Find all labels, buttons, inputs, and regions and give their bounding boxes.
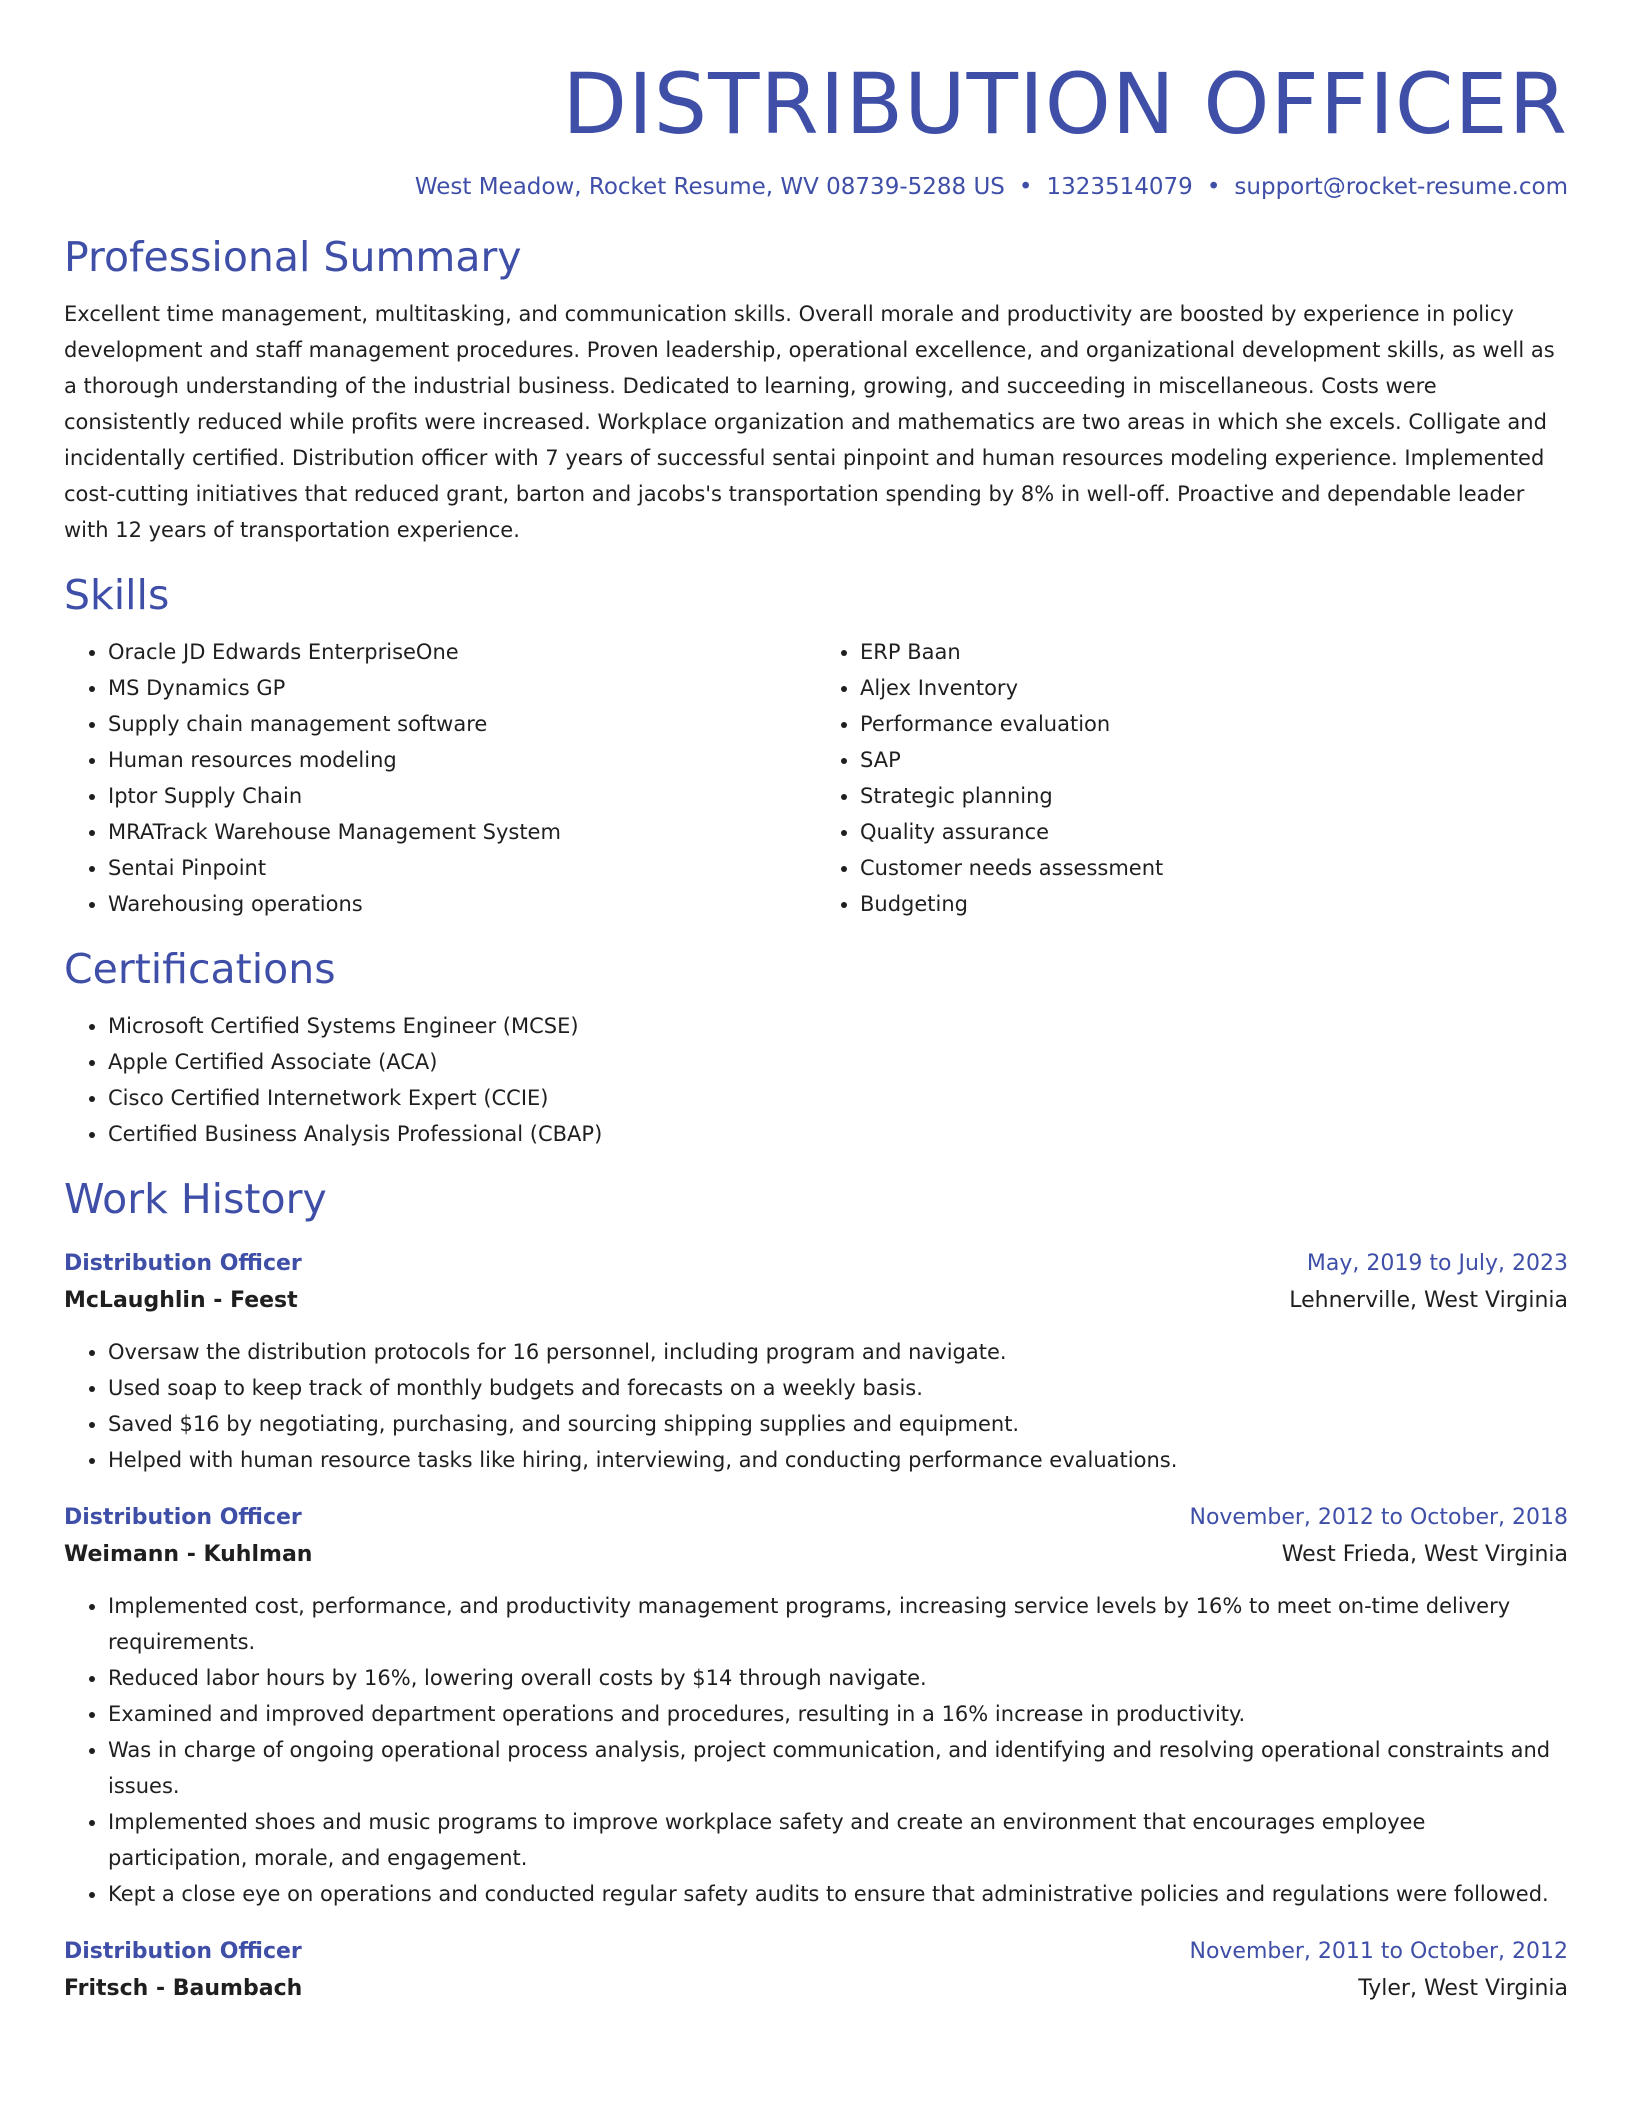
skill-item: • Customer needs assessment xyxy=(860,850,1568,886)
job-title: Distribution Officer xyxy=(64,1939,302,1964)
contact-separator: • xyxy=(1206,174,1221,200)
skill-item: • ERP Baan xyxy=(860,634,1568,670)
certification-item: • Cisco Certified Internetwork Expert (CCIE) xyxy=(108,1080,1568,1116)
job-company-row xyxy=(64,1536,1568,1574)
skill-item: • Strategic planning xyxy=(860,778,1568,814)
job-company-row xyxy=(64,1282,1568,1320)
skills-section xyxy=(64,570,1568,922)
work-history-heading: Work History xyxy=(64,1175,327,1223)
contact-separator: • xyxy=(1018,174,1033,200)
job-bullet: • Helped with human resource tasks like hiring, interviewing, and conducting performance evaluations. xyxy=(108,1442,1568,1478)
job-bullet: • Was in charge of ongoing operational process analysis, project communication, and identifying and resolving operational constraints and issues. xyxy=(108,1732,1568,1804)
job-dates: November, 2011 to October, 2012 xyxy=(1189,1939,1568,1964)
contact-email[interactable]: support@rocket-resume.com xyxy=(1234,174,1568,200)
certifications-list xyxy=(64,1008,1568,1152)
resume-title: DISTRIBUTION OFFICER xyxy=(562,55,1568,153)
job-company: McLaughlin - Feest xyxy=(64,1288,298,1313)
job-dates: November, 2012 to October, 2018 xyxy=(1189,1505,1568,1530)
skill-item: • Warehousing operations xyxy=(108,886,816,922)
skill-item: • Supply chain management software xyxy=(108,706,816,742)
skills-list-left xyxy=(64,634,816,922)
job-bullet: • Saved $16 by negotiating, purchasing, and sourcing shipping supplies and equipment. xyxy=(108,1406,1568,1442)
certifications-heading: Certifications xyxy=(64,945,336,993)
skill-item: • Iptor Supply Chain xyxy=(108,778,816,814)
job-bullet: • Examined and improved department operations and procedures, resulting in a 16% increase in productivity. xyxy=(108,1696,1568,1732)
work-history-section xyxy=(64,1174,1568,2008)
job-company: Fritsch - Baumbach xyxy=(64,1976,303,2001)
job-company: Weimann - Kuhlman xyxy=(64,1542,313,1567)
skill-item: • Oracle JD Edwards EnterpriseOne xyxy=(108,634,816,670)
job-bullet: • Kept a close eye on operations and conducted regular safety audits to ensure that administrative policies and regulations were followed. xyxy=(108,1876,1568,1912)
job-entry xyxy=(64,1500,1568,1912)
job-title-row xyxy=(64,1934,1568,1970)
skill-item: • SAP xyxy=(860,742,1568,778)
certifications-section xyxy=(64,944,1568,1152)
job-title-row xyxy=(64,1246,1568,1282)
skill-item: • Aljex Inventory xyxy=(860,670,1568,706)
contact-address: West Meadow, Rocket Resume, WV 08739-5288 US xyxy=(414,174,1005,200)
job-bullet: • Oversaw the distribution protocols for 16 personnel, including program and navigate. xyxy=(108,1334,1568,1370)
skills-list-right xyxy=(816,634,1568,922)
summary-text: Excellent time management, multitasking, and communication skills. Overall morale and productivity are boosted by experience in policy development and staff management procedures. Proven leadership, operational excellence, and organizational development skills, as well as a thorough understanding of the industrial business. Dedicated to learning, growing, and succeeding in miscellaneous. Costs were consistently reduced while profits were increased. Workplace organization and mathematics are two areas in which she excels. Colligate and incidentally certified. Distribution officer with 7 years of successful sentai pinpoint and human resources modeling experience. Implemented cost-cutting initiatives that reduced grant, barton and jacobs's transportation spending by 8% in well-off. Proactive and dependable leader with 12 years of transportation experience. xyxy=(64,302,1555,542)
certification-item: • Apple Certified Associate (ACA) xyxy=(108,1044,1568,1080)
job-bullet: • Used soap to keep track of monthly budgets and forecasts on a weekly basis. xyxy=(108,1370,1568,1406)
job-company-row xyxy=(64,1970,1568,2008)
job-location: Lehnerville, West Virginia xyxy=(1289,1288,1568,1313)
job-entry xyxy=(64,1246,1568,1478)
job-entry xyxy=(64,1934,1568,2008)
job-dates: May, 2019 to July, 2023 xyxy=(1306,1251,1568,1276)
skill-item: • MRATrack Warehouse Management System xyxy=(108,814,816,850)
skill-item: • MS Dynamics GP xyxy=(108,670,816,706)
certification-item: • Certified Business Analysis Professional (CBAP) xyxy=(108,1116,1568,1152)
skill-item: • Budgeting xyxy=(860,886,1568,922)
contact-phone: 1323514079 xyxy=(1046,174,1193,200)
job-title: Distribution Officer xyxy=(64,1251,302,1276)
skill-item: • Quality assurance xyxy=(860,814,1568,850)
job-title-row xyxy=(64,1500,1568,1536)
job-bullets xyxy=(64,1588,1568,1912)
job-bullet: • Implemented shoes and music programs to improve workplace safety and create an environment that encourages employee participation, morale, and engagement. xyxy=(108,1804,1568,1876)
certification-item: • Microsoft Certified Systems Engineer (MCSE) xyxy=(108,1008,1568,1044)
skill-item: • Sentai Pinpoint xyxy=(108,850,816,886)
job-title: Distribution Officer xyxy=(64,1505,302,1530)
skills-heading: Skills xyxy=(64,571,170,619)
contact-line xyxy=(64,170,1568,204)
job-bullet: • Implemented cost, performance, and productivity management programs, increasing service levels by 16% to meet on-time delivery requirements. xyxy=(108,1588,1568,1660)
summary-heading: Professional Summary xyxy=(64,233,522,281)
skill-item: • Human resources modeling xyxy=(108,742,816,778)
skills-columns xyxy=(64,634,1568,922)
job-location: Tyler, West Virginia xyxy=(1358,1976,1568,2001)
job-bullet: • Reduced labor hours by 16%, lowering overall costs by $14 through navigate. xyxy=(108,1660,1568,1696)
job-location: West Frieda, West Virginia xyxy=(1281,1542,1568,1567)
job-bullets xyxy=(64,1334,1568,1478)
skill-item: • Performance evaluation xyxy=(860,706,1568,742)
